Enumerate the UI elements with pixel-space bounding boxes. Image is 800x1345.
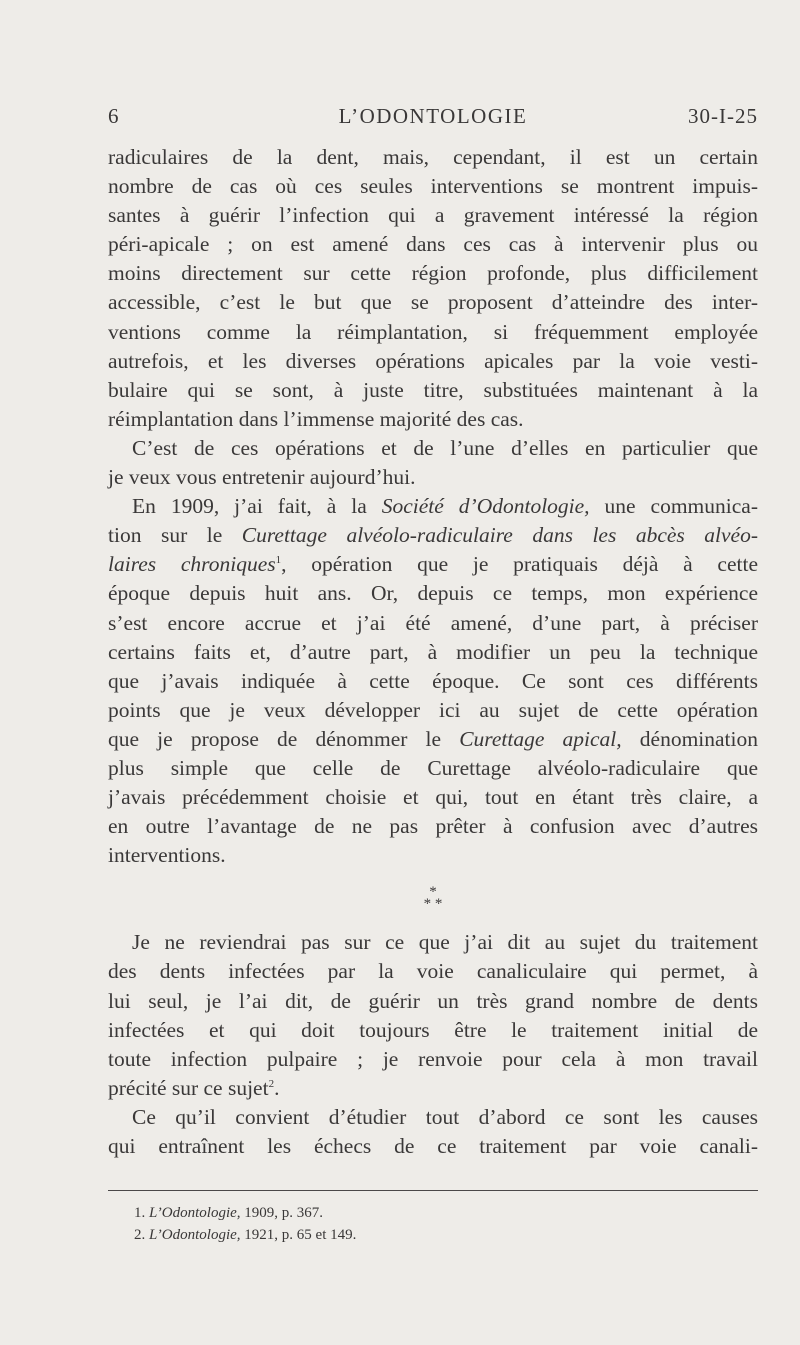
journal-title: L’ODONTOLOGIE bbox=[338, 104, 528, 128]
text-line: qui entraînent les échecs de ce traitement par voie canali- bbox=[108, 1134, 758, 1158]
text-run: , opération que je pratiquais déjà à cette bbox=[281, 552, 758, 577]
text-run: une communica- bbox=[589, 494, 758, 519]
text-run: En 1909, j’ai fait, à la bbox=[132, 494, 382, 519]
text-line: Je ne reviendrai pas sur ce que j’ai dit au sujet du traitement bbox=[132, 930, 758, 955]
footnote-source: L’Odontologie, bbox=[149, 1227, 241, 1243]
footnote-source: L’Odontologie, bbox=[149, 1205, 241, 1221]
text-line: époque depuis huit ans. Or, depuis ce temps, mon expérience bbox=[108, 581, 758, 606]
footnote-ref: 1 bbox=[275, 554, 282, 567]
section-separator bbox=[108, 870, 758, 928]
footnotes bbox=[134, 1202, 734, 1246]
text-run: . bbox=[274, 1075, 280, 1100]
body-text bbox=[108, 143, 758, 1161]
text-line: s’est encore accrue et j’ai été amené, d’une part, à préciser bbox=[108, 610, 758, 635]
text-line: péri-apicale ; on est amené dans ces cas à intervenir plus ou bbox=[108, 232, 758, 257]
footnote bbox=[134, 1224, 734, 1246]
text-line bbox=[108, 725, 758, 754]
text-run: précité sur ce sujet bbox=[108, 1075, 269, 1100]
text-line: santes à guérir l’infection qui a gravement intéressé la région bbox=[108, 203, 758, 228]
text-line bbox=[108, 550, 758, 579]
text-line: Ce qu’il convient d’étudier tout d’abord ce sont les causes bbox=[132, 1104, 758, 1129]
text-line: moins directement sur cette région profonde, plus difficilement bbox=[108, 261, 758, 286]
footnote bbox=[134, 1202, 734, 1224]
text-run: dénomination bbox=[621, 726, 759, 751]
text-line: toute infection pulpaire ; je renvoie pour cela à mon travail bbox=[108, 1046, 758, 1071]
title-italic: Curettage alvéolo-radiculaire dans les abcès alvéo- bbox=[241, 523, 758, 548]
text-line: j’avais précédemment choisie et qui, tout en étant très claire, a bbox=[108, 785, 758, 810]
text-line: certains faits et, d’autre part, à modifier un peu la technique bbox=[108, 639, 758, 664]
text-run: que je propose de dénommer le bbox=[108, 726, 460, 751]
footnote-rule bbox=[108, 1190, 758, 1191]
text-line: ventions comme la réimplantation, si fréquemment employée bbox=[108, 319, 758, 344]
footnote-ref-text: 1921, p. 65 et 149. bbox=[240, 1227, 357, 1243]
text-line: des dents infectées par la voie canaliculaire qui permet, à bbox=[108, 959, 758, 984]
text-line: accessible, c’est le but que se proposent d’atteindre des inter- bbox=[108, 290, 758, 315]
text-line: je veux vous entretenir aujourd’hui. bbox=[108, 465, 416, 490]
running-header bbox=[108, 104, 758, 134]
text-line: nombre de cas où ces seules interventions se montrent impuis- bbox=[108, 174, 758, 199]
text-line: C’est de ces opérations et de l’une d’elles en particulier que bbox=[132, 435, 758, 460]
journal-name-italic: Société d’Odontologie, bbox=[381, 494, 590, 519]
text-line: interventions. bbox=[108, 843, 226, 868]
footnote-number: 2. bbox=[134, 1227, 146, 1243]
text-line: infectées et qui doit toujours être le traitement initial de bbox=[108, 1017, 758, 1042]
footnote-number: 1. bbox=[134, 1205, 146, 1221]
text-line bbox=[108, 1074, 758, 1103]
text-line: que j’avais indiquée à cette époque. Ce sont ces différents bbox=[108, 668, 758, 693]
asterism: * * * bbox=[423, 884, 443, 913]
text-line: autrefois, et les diverses opérations apicales par la voie vesti- bbox=[108, 348, 758, 373]
term-italic: Curettage apical, bbox=[459, 726, 622, 751]
footnote-ref-text: 1909, p. 367. bbox=[240, 1205, 324, 1221]
text-line: lui seul, je l’ai dit, de guérir un très grand nombre de dents bbox=[108, 988, 758, 1013]
footnote-ref: 2 bbox=[268, 1077, 275, 1090]
title-italic: laires chroniques bbox=[108, 552, 276, 577]
text-line: plus simple que celle de Curettage alvéolo-radiculaire que bbox=[108, 755, 758, 780]
text-line: radiculaires de la dent, mais, cependant, il est un certain bbox=[108, 145, 758, 169]
text-line bbox=[108, 492, 758, 521]
page-number: 6 bbox=[108, 104, 119, 128]
issue-date: 30-I-25 bbox=[688, 104, 758, 128]
text-line: en outre l’avantage de ne pas prêter à confusion avec d’autres bbox=[108, 814, 758, 839]
text-line: bulaire qui se sont, à juste titre, substituées maintenant à la bbox=[108, 377, 758, 402]
text-line: réimplantation dans l’immense majorité des cas. bbox=[108, 406, 524, 431]
text-line bbox=[108, 521, 758, 550]
text-run: tion sur le bbox=[108, 523, 242, 548]
text-line: points que je veux développer ici au sujet de cette opération bbox=[108, 697, 758, 722]
